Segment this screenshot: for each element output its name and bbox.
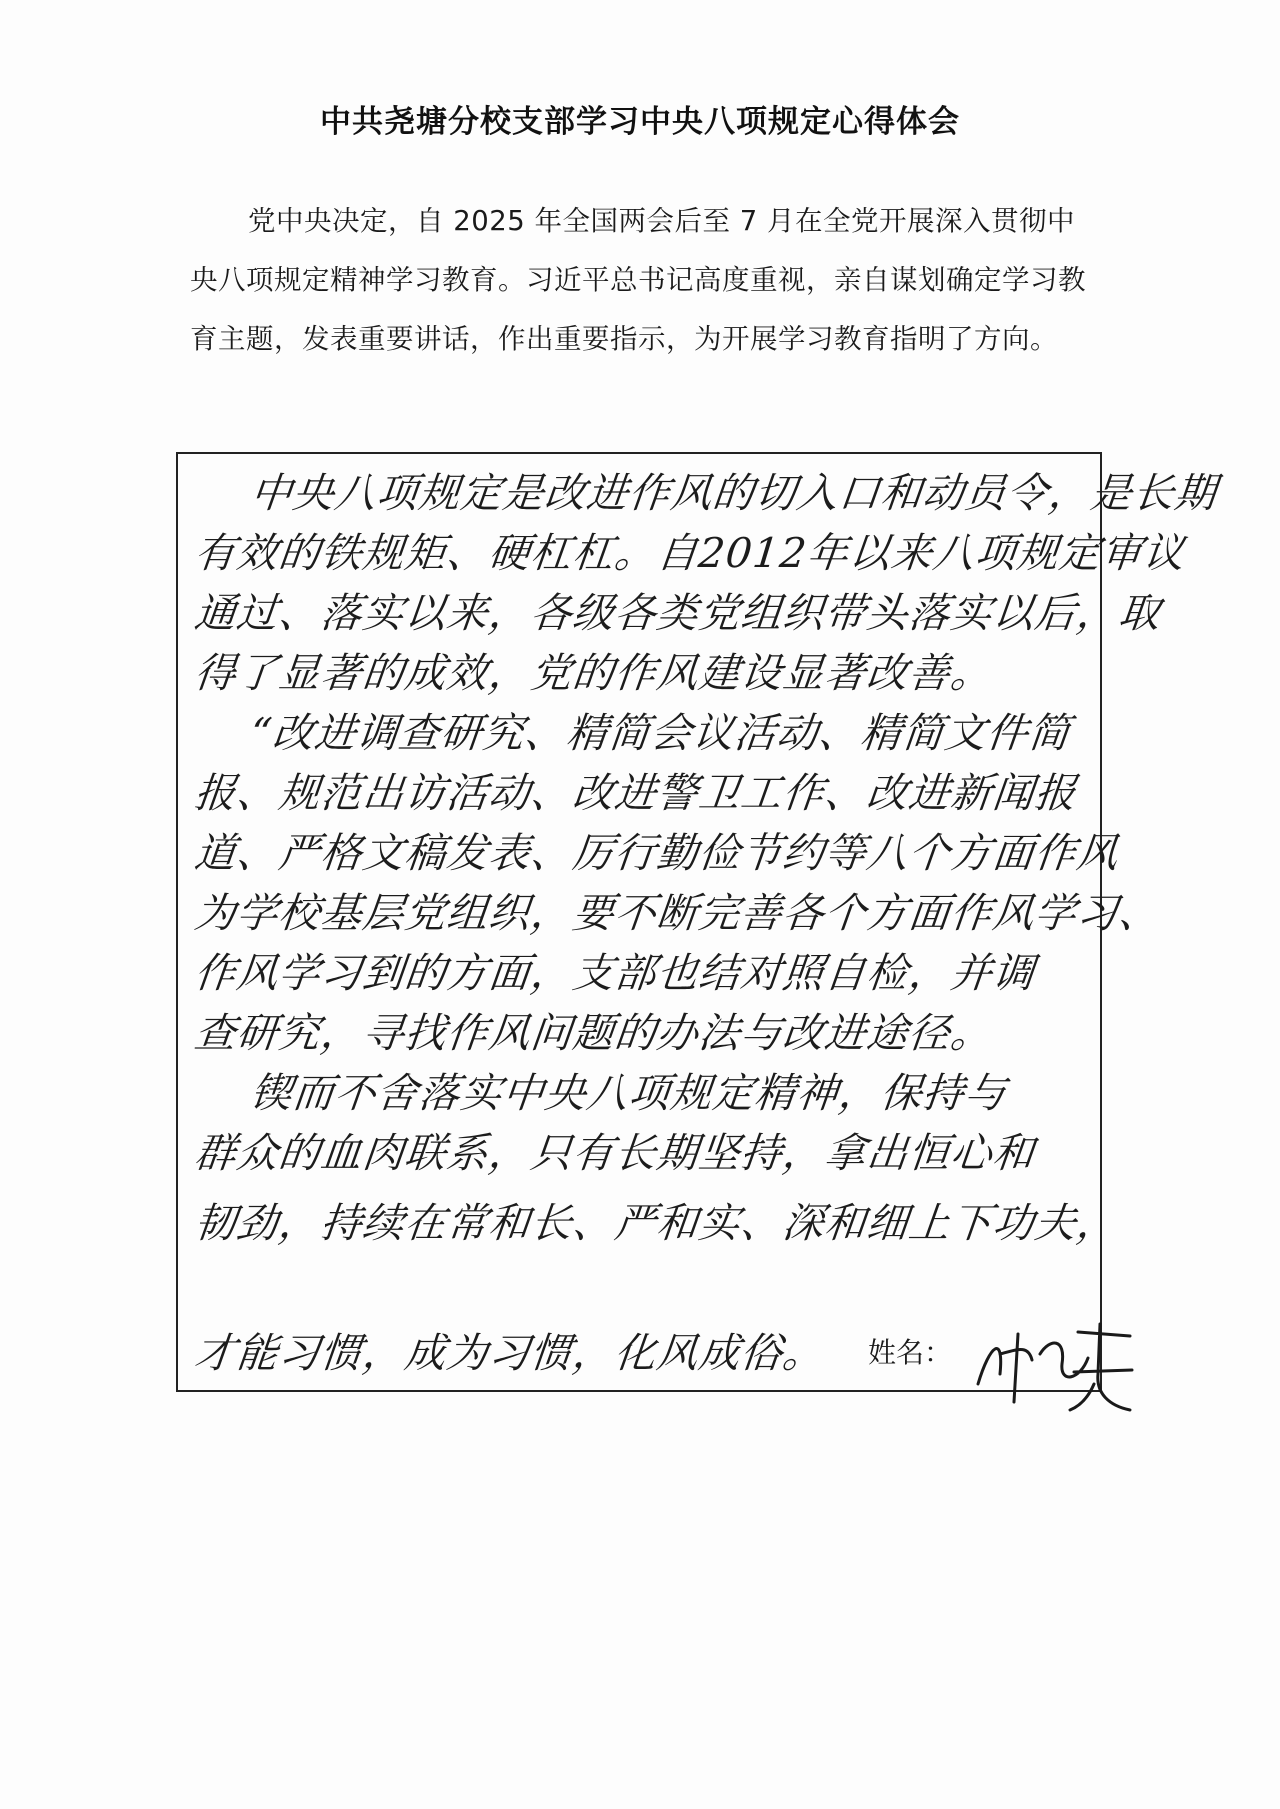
handwritten-line: 报、规范出访活动、改进警卫工作、改进新闻报: [192, 769, 1080, 817]
handwritten-line: 得了显著的成效，党的作风建设显著改善。: [192, 649, 996, 697]
handwritten-line: 中央八项规定是改进作风的切入口和动员令，是长期: [248, 469, 1220, 517]
signature: [970, 1314, 1140, 1414]
handwritten-box: [176, 452, 1220, 1392]
name-label: 姓名：: [868, 1336, 953, 1369]
intro-paragraph: 党中央决定，自 2025 年全国两会后至 7 月在全党开展深入贯彻中央八项规定精神学习教育。习近平总书记高度重视，亲自谋划确定学习教育主题，发表重要讲话，作出重要指示，为开展学习教育指明了方向。: [190, 205, 1086, 355]
handwritten-line: 韧劲，持续在常和长、严和实、深和细上下功夫，: [192, 1199, 1122, 1247]
handwritten-line: 通过、落实以来，各级各类党组织带头落实以后，取: [192, 589, 1164, 637]
handwritten-line: 才能习惯，成为习惯，化风成俗。: [192, 1329, 828, 1377]
handwritten-line: 道、严格文稿发表、厉行勤俭节约等八个方面作风: [192, 829, 1122, 877]
handwritten-line: 群众的血肉联系，只有长期坚持，拿出恒心和: [192, 1129, 1038, 1177]
document-title: 中共尧塘分校支部学习中央八项规定心得体会: [320, 104, 960, 140]
handwritten-line: 为学校基层党组织，要不断完善各个方面作风学习、: [192, 889, 1164, 937]
handwritten-line: 作风学习到的方面，支部也结对照自检，并调: [192, 949, 1038, 997]
handwritten-line: “改进调查研究、精简会议活动、精简文件简: [248, 709, 1074, 757]
handwritten-line: 有效的铁规矩、硬杠杠。自2012年以来八项规定审议: [192, 529, 1188, 577]
handwritten-line: 锲而不舍落实中央八项规定精神，保持与: [248, 1069, 1010, 1117]
handwritten-line: 查研究，寻找作风问题的办法与改进途径。: [192, 1009, 996, 1057]
